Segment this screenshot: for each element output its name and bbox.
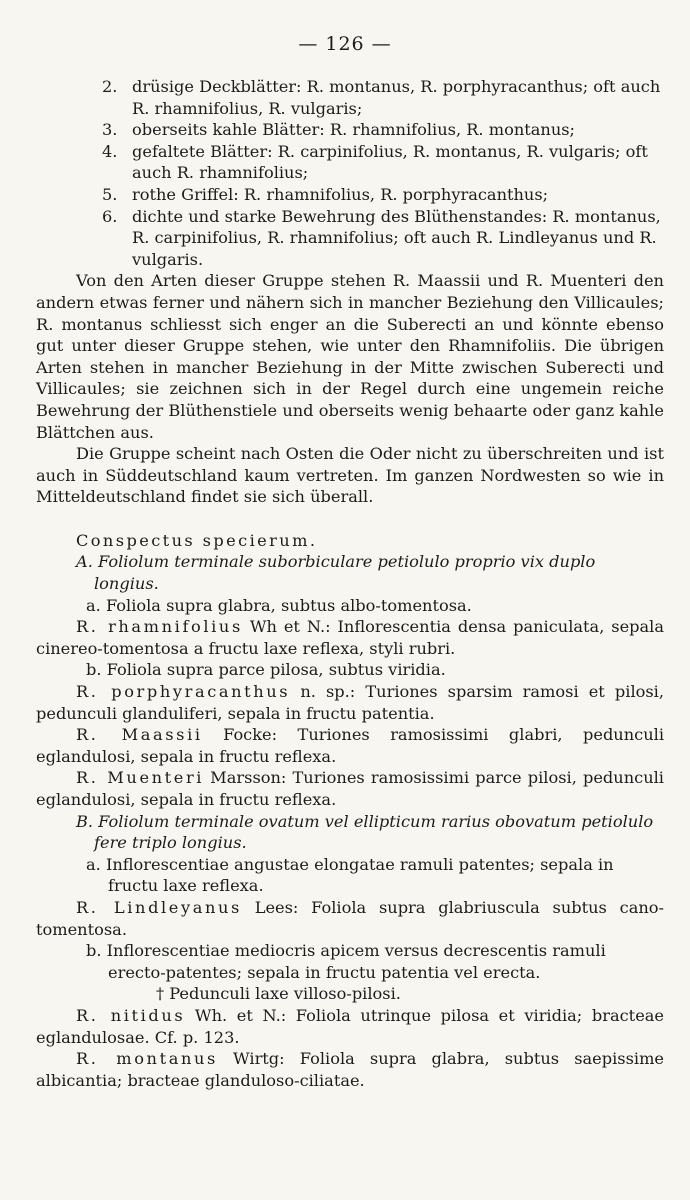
- character-list: [36, 76, 664, 270]
- species-description: Lees: Foliola supra glabriuscula subtus cano-tomentosa.: [36, 897, 664, 939]
- item-text: dichte und starke Bewehrung des Blüthenstandes: R. montanus, R. carpinifolius, R. rhamnifolius; oft auch R. Lindleyanus und R. vulgaris.: [132, 206, 661, 269]
- subgroup-b-b: b. Inflorescentiae mediocris apicem versus decrescentis ramuli erecto-patentes; sepala in fructu patentia vel erecta.: [86, 941, 606, 982]
- subgroup-a-b: b. Foliola supra parce pilosa, subtus viridia.: [86, 660, 446, 680]
- species-name: R. nitidus: [76, 1005, 186, 1025]
- species-muenteri: [36, 767, 664, 810]
- item-number: 5.: [102, 184, 118, 204]
- paragraph-distribution: Die Gruppe scheint nach Osten die Oder nicht zu überschreiten und ist auch in Süddeutschland kaum vertreten. Im ganzen Nordwesten so wie in Mitteldeutschland findet sie sich überall.: [36, 444, 664, 507]
- section-spacer: [36, 508, 664, 530]
- list-item: [36, 206, 664, 271]
- item-text: oberseits kahle Blätter: R. rhamnifolius, R. montanus;: [132, 120, 576, 140]
- item-number: 3.: [102, 120, 118, 140]
- item-number: 2.: [102, 77, 118, 96]
- subgroup-b-a: a. Inflorescentiae angustae elongatae ramuli patentes; sepala in fructu laxe reflexa.: [86, 854, 614, 896]
- item-text: drüsige Deckblätter: R. montanus, R. porphyracanthus; oft auch R. rhamnifolius, R. vulgaris;: [132, 77, 661, 118]
- species-rhamnifolius: [36, 616, 664, 659]
- item-text: rothe Griffel: R. rhamnifolius, R. porphyracanthus;: [132, 184, 549, 204]
- species-description: Focke: Turiones ramosissimi glabri, pedunculi eglandulosi, sepala in fructu reflexa.: [36, 725, 665, 766]
- species-description: Marsson: Turiones ramosissimi parce pilosi, pedunculi eglandulosi, sepala in fructu reflexa.: [36, 768, 664, 809]
- list-item: [36, 76, 664, 119]
- species-name: R. Maassii: [76, 725, 203, 745]
- species-maassii: [36, 724, 664, 767]
- species-name: R. porphyracanthus: [76, 682, 291, 702]
- species-description: Wh et N.: Inflorescentia densa paniculata, sepala cinereo-tomentosa a fructu laxe reflexa, styli rubri.: [36, 617, 665, 658]
- species-description: Wh. et N.: Foliola utrinque pilosa et viridia; bracteae eglandulosae. Cf. p. 123.: [36, 1005, 664, 1047]
- species-name: R. rhamnifolius: [76, 617, 243, 637]
- species-name: R. montanus: [76, 1049, 218, 1069]
- species-description: n. sp.: Turiones sparsim ramosi et pilosi, pedunculi glanduliferi, sepala in fructu patentia.: [36, 682, 664, 723]
- list-item: [36, 184, 664, 206]
- conspectus-title: Conspectus specierum.: [76, 530, 318, 550]
- species-name: R. Lindleyanus: [76, 897, 242, 917]
- list-item: [36, 141, 664, 184]
- species-montanus: [36, 1048, 664, 1091]
- paragraph-relations: Von den Arten dieser Gruppe stehen R. Maassii und R. Muenteri den andern etwas ferner und nähern sich in mancher Beziehung den Villicaules; R. montanus schliesst sich enger an die Suberecti an und könnte ebenso gut unter dieser Gruppe stehen, wie unter den Rhamnifoliis. Die übrigen Arten stehen in mancher Beziehung in der Mitte zwischen Suberecti und Villicaules; sie zeichnen sich in der Regel durch eine ungemein reiche Bewehrung der Blüthenstiele und oberseits wenig behaarte oder ganz kahle Blättchen aus.: [36, 271, 664, 442]
- species-description: Wirtg: Foliola supra glabra, subtus saepissime albicantia; bracteae glanduloso-ciliatae.: [36, 1049, 664, 1090]
- item-text: gefaltete Blätter: R. carpinifolius, R. montanus, R. vulgaris; oft auch R. rhamnifolius;: [132, 141, 648, 183]
- page-body: [36, 76, 664, 1091]
- species-lindleyanus: [36, 897, 664, 940]
- subgroup-a-a: a. Foliola supra glabra, subtus albo-tomentosa.: [86, 595, 472, 615]
- list-item: [36, 119, 664, 141]
- category-b: B. Foliolum terminale ovatum vel ellipticum rarius obovatum petiolulo fere triplo longius.: [76, 811, 654, 853]
- item-number: 6.: [102, 206, 118, 226]
- item-number: 4.: [102, 141, 118, 161]
- dagger-subgroup: † Pedunculi laxe villoso-pilosi.: [156, 984, 401, 1004]
- category-a: A. Foliolum terminale suborbiculare petiolulo proprio vix duplo longius.: [76, 552, 596, 594]
- species-porphyracanthus: [36, 681, 664, 724]
- page-number: — 126 —: [298, 33, 392, 55]
- species-name: R. Muenteri: [76, 768, 205, 788]
- species-nitidus: [36, 1005, 664, 1048]
